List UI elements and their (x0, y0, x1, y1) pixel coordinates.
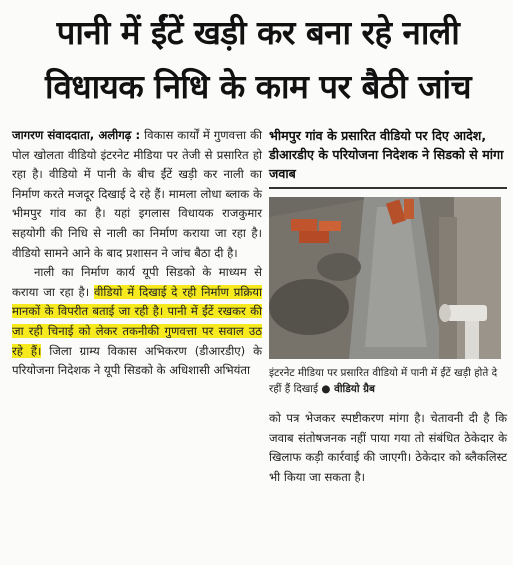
highlighted-text: वीडियो में दिखाई दे रही निर्माण प्रक्रिया मानकों के विपरीत बताई जा रही है। पानी में ईंटें रखकर की जा रही चिनाई को लेकर तकनीकी गुणवत्ता पर सवाल उठ रहे हैं। (12, 284, 262, 358)
paragraph-1-text: विकास कार्यों में गुणवत्ता की पोल खोलता वीडियो इंटरनेट मीडिया पर तेजी से प्रसारित हो रहा है। वीडियो में पानी के बीच ईंटें खड़ी कर नाली का निर्माण करते मजदूर दिखाई दे रहे हैं। मामला लोधा ब्लाक के भीमपुर गांव का है। यहां इगलास विधायक राजकुमार सहयोगी की निधि से नाली का निर्माण कराया जा रहा है। वीडियो सामने आने के बाद प्रशासन ने जांच बैठा दी है। (12, 128, 262, 260)
headline (8, 6, 508, 114)
caption-text: इंटरनेट मीडिया पर प्रसारित वीडियो में पानी में ईंटें खड़ी होते दे रहीं हैं दिखाई (269, 367, 498, 395)
headline-line-2: विधायक निधि के काम पर बैठी जांच (44, 67, 472, 106)
photo-caption (269, 365, 507, 397)
photo-credit: ● वीडियो ग्रैब (321, 383, 375, 395)
news-photo (269, 197, 501, 359)
paragraph-2-tail: जिला ग्राम्य विकास अभिकरण (डीआरडीए) के परियोजना निदेशक ने यूपी सिडको के अधिशासी अभियंता (12, 343, 262, 378)
article-continuation: को पत्र भेजकर स्पष्टीकरण मांगा है। चेतावनी दी है कि जवाब संतोषजनक नहीं पाया गया तो संबंधित ठेकेदार के खिलाफ कड़ी कार्रवाई की जाएगी। ठेकेदार को ब्लैकलिस्ट भी किया जा सकता है। (269, 411, 507, 484)
article-right-column (269, 126, 507, 487)
headline-line-1: पानी में ईंटें खड़ी कर बना रहे नाली (56, 13, 460, 52)
subheadline: भीमपुर गांव के प्रसारित वीडियो पर दिए आदेश, डीआरडीए के परियोजना निदेशक ने सिडको से मांगा जवाब (269, 126, 507, 189)
construction-scene-image (269, 197, 501, 359)
article-left-column (12, 126, 262, 381)
paragraph-2-text: नाली का निर्माण कार्य यूपी सिडको के माध्यम से कराया जा रहा है। (12, 265, 262, 299)
article-paragraph-1 (12, 126, 262, 263)
article-paragraph-2 (12, 263, 262, 381)
byline: जागरण संवाददाता, अलीगढ़ : (12, 128, 141, 142)
